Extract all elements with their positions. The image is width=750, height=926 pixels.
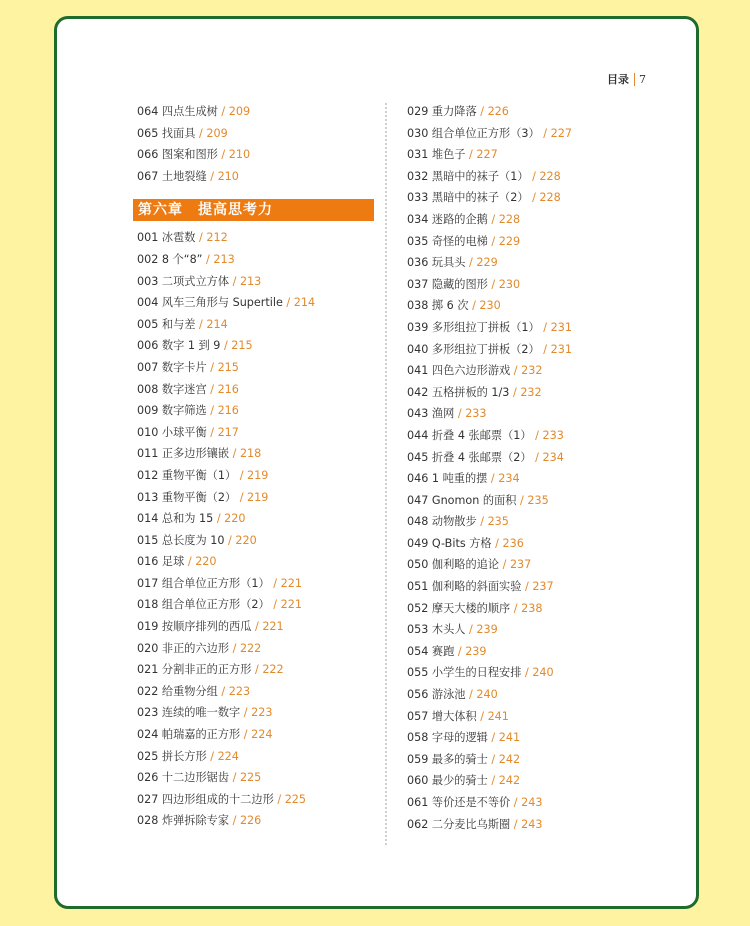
toc-entry-page: 224 <box>217 749 239 763</box>
toc-entry-label: 054 赛跑 <box>407 644 455 658</box>
toc-entry-separator: / <box>217 684 229 698</box>
toc-entry <box>137 789 375 811</box>
toc-entry-label: 034 迷路的企鹅 <box>407 212 488 226</box>
toc-entry-page: 222 <box>262 663 284 677</box>
toc-entry-page: 213 <box>239 274 262 288</box>
toc-entry-separator: / <box>499 558 510 572</box>
toc-entry <box>137 271 375 293</box>
toc-entry-label: 051 伽利略的斜面实验 <box>407 580 522 594</box>
toc-entry <box>407 360 647 382</box>
toc-entry-separator: / <box>487 731 499 745</box>
toc-entry-page: 221 <box>262 620 284 634</box>
toc-entry <box>407 727 647 749</box>
toc-entry-page: 239 <box>476 623 498 637</box>
toc-entry <box>407 447 647 469</box>
toc-entry-page: 228 <box>539 191 561 205</box>
toc-entry-separator: / <box>251 620 263 634</box>
toc-entry-separator: / <box>521 666 533 680</box>
toc-entry-label: 020 非正的六边形 <box>137 641 230 655</box>
toc-column-left <box>137 101 375 832</box>
toc-entry-page: 238 <box>521 601 543 615</box>
toc-entry <box>407 123 647 145</box>
toc-entry-label: 012 重物平衡（1） <box>137 468 237 482</box>
toc-entry <box>137 422 375 444</box>
toc-entry-page: 242 <box>498 752 521 766</box>
toc-entry-separator: / <box>539 126 551 140</box>
book-page <box>54 16 699 909</box>
toc-entry-label: 023 连续的唯一数字 <box>137 706 241 720</box>
toc-entry-separator: / <box>487 752 499 766</box>
toc-entry <box>407 101 647 123</box>
toc-entry-label: 007 数字卡片 <box>137 360 207 374</box>
toc-entry-label: 055 小学生的日程安排 <box>407 666 522 680</box>
toc-entry <box>407 533 647 555</box>
toc-entry <box>137 638 375 660</box>
toc-entry-page: 229 <box>498 234 521 248</box>
toc-entry-label: 059 最多的骑士 <box>407 752 488 766</box>
toc-entry-page: 228 <box>498 212 521 226</box>
toc-entry-label: 052 摩天大楼的顺序 <box>407 601 511 615</box>
toc-entry-separator: / <box>491 536 503 550</box>
toc-entry <box>407 166 647 188</box>
toc-entry <box>407 792 647 814</box>
toc-entry-label: 049 Q-Bits 方格 <box>407 536 492 550</box>
toc-entry-label: 037 隐藏的图形 <box>407 277 488 291</box>
column-divider <box>385 103 387 845</box>
toc-entry <box>137 227 375 249</box>
toc-entry-separator: / <box>217 148 229 162</box>
toc-entry-page: 223 <box>251 706 273 720</box>
toc-entry-separator: / <box>487 472 499 486</box>
toc-entry-page: 232 <box>520 385 542 399</box>
toc-entry-label: 008 数字迷宫 <box>137 382 207 396</box>
toc-entry-separator: / <box>229 274 240 288</box>
toc-entry <box>137 659 375 681</box>
toc-entry-separator: / <box>454 407 466 421</box>
toc-entry-label: 046 1 吨重的摆 <box>407 472 488 486</box>
toc-list-right <box>407 101 647 835</box>
toc-entry <box>407 382 647 404</box>
toc-entry-label: 036 玩具头 <box>407 256 466 270</box>
toc-entry-page: 219 <box>247 468 269 482</box>
toc-entry-page: 229 <box>476 256 498 270</box>
toc-entry-label: 010 小球平衡 <box>137 425 207 439</box>
toc-entry <box>407 403 647 425</box>
toc-entry-page: 209 <box>228 105 251 118</box>
toc-entry-page: 233 <box>542 428 564 442</box>
toc-entry-label: 064 四点生成树 <box>137 105 218 118</box>
toc-entry-page: 227 <box>476 148 498 162</box>
toc-entry-separator: / <box>184 555 196 569</box>
toc-entry-separator: / <box>282 296 294 310</box>
toc-entry-label: 066 图案和图形 <box>137 148 218 162</box>
toc-entry-separator: / <box>195 126 207 140</box>
toc-entry-page: 241 <box>487 709 509 723</box>
toc-entry-page: 234 <box>542 450 564 464</box>
toc-entry-separator: / <box>487 234 499 248</box>
toc-entry <box>407 274 647 296</box>
toc-entry-separator: / <box>195 317 207 331</box>
page-number: 7 <box>639 72 646 86</box>
toc-entry <box>407 252 647 274</box>
toc-entry-separator: / <box>240 728 252 742</box>
toc-entry-label: 047 Gnomon 的面积 <box>407 493 517 507</box>
toc-entry <box>137 400 375 422</box>
toc-entry-page: 231 <box>550 342 572 356</box>
toc-entry-label: 014 总和为 15 <box>137 512 214 526</box>
toc-entry-separator: / <box>476 515 488 529</box>
toc-entry <box>407 554 647 576</box>
toc-entry <box>137 379 375 401</box>
toc-entry-label: 003 二项式立方体 <box>137 274 230 288</box>
toc-entry <box>137 166 375 188</box>
toc-entry-label: 030 组合单位正方形（3） <box>407 126 540 140</box>
toc-entry-label: 035 奇怪的电梯 <box>407 234 488 248</box>
toc-entry-page: 210 <box>228 148 251 162</box>
toc-entry-page: 219 <box>247 490 269 504</box>
toc-entry-page: 209 <box>206 126 228 140</box>
toc-entry <box>137 465 375 487</box>
toc-entry-page: 239 <box>465 644 487 658</box>
toc-entry <box>137 314 375 336</box>
toc-entry-separator: / <box>229 447 240 461</box>
toc-entry-page: 216 <box>217 382 239 396</box>
toc-entry-page: 240 <box>532 666 554 680</box>
toc-entry <box>407 490 647 512</box>
toc-entry-page: 226 <box>487 105 509 118</box>
toc-entry-page: 237 <box>532 580 554 594</box>
toc-entry-page: 243 <box>521 817 543 831</box>
toc-entry <box>407 619 647 641</box>
toc-entry <box>137 724 375 746</box>
header-separator <box>634 73 635 86</box>
toc-entry <box>407 231 647 253</box>
toc-entry-separator: / <box>251 663 263 677</box>
toc-entry <box>137 681 375 703</box>
toc-entry <box>407 770 647 792</box>
toc-entry-label: 045 折叠 4 张邮票（2） <box>407 450 532 464</box>
toc-entry-page: 218 <box>239 447 262 461</box>
toc-entry-page: 226 <box>239 814 262 828</box>
toc-entry-separator: / <box>206 425 218 439</box>
toc-entry-separator: / <box>195 231 207 245</box>
toc-entry-page: 228 <box>539 169 561 183</box>
page-header <box>607 71 646 87</box>
toc-entry-separator: / <box>224 533 236 547</box>
toc-entry-separator: / <box>217 105 229 118</box>
toc-entry-separator: / <box>476 105 488 118</box>
toc-entry-label: 026 十二边形锯齿 <box>137 771 230 785</box>
toc-entry-label: 053 木头人 <box>407 623 466 637</box>
toc-entry-label: 006 数字 1 到 9 <box>137 339 221 353</box>
toc-entry-separator: / <box>206 749 218 763</box>
toc-entry-page: 210 <box>217 169 239 183</box>
toc-entry-label: 025 拼长方形 <box>137 749 207 763</box>
toc-entry-separator: / <box>220 339 232 353</box>
toc-entry <box>407 662 647 684</box>
toc-entry <box>137 767 375 789</box>
toc-entry <box>407 814 647 836</box>
toc-entry <box>407 641 647 663</box>
toc-entry <box>407 706 647 728</box>
toc-entry-label: 062 二分麦比乌斯圈 <box>407 817 511 831</box>
toc-entry <box>407 144 647 166</box>
toc-entry-page: 243 <box>521 796 543 809</box>
toc-entry <box>137 292 375 314</box>
toc-entry <box>407 576 647 598</box>
toc-entry-label: 029 重力降落 <box>407 105 477 118</box>
toc-entry-label: 048 动物散步 <box>407 515 477 529</box>
toc-entry <box>137 335 375 357</box>
toc-entry-separator: / <box>528 191 540 205</box>
toc-entry-label: 015 总长度为 10 <box>137 533 225 547</box>
toc-entry-page: 224 <box>251 728 273 742</box>
toc-entry <box>407 317 647 339</box>
toc-entry-separator: / <box>206 360 218 374</box>
toc-entry-separator: / <box>269 598 281 612</box>
toc-entry <box>137 616 375 638</box>
toc-entry-page: 221 <box>280 576 302 590</box>
toc-entry-page: 220 <box>224 512 246 526</box>
toc-entry-label: 005 和与差 <box>137 317 196 331</box>
toc-entry-separator: / <box>521 580 533 594</box>
toc-entry-label: 057 增大体积 <box>407 709 477 723</box>
toc-entry-separator: / <box>206 382 218 396</box>
toc-entry-label: 001 冰雹数 <box>137 231 196 245</box>
toc-entry <box>137 123 375 145</box>
toc-entry-separator: / <box>206 404 218 418</box>
toc-entry-separator: / <box>229 771 240 785</box>
toc-entry <box>137 573 375 595</box>
toc-entry <box>407 425 647 447</box>
toc-entry <box>407 209 647 231</box>
toc-entry-page: 237 <box>509 558 532 572</box>
toc-entry <box>407 684 647 706</box>
toc-entry-separator: / <box>468 299 480 313</box>
toc-entry-label: 041 四色六边形游戏 <box>407 364 511 378</box>
toc-entry-separator: / <box>454 644 466 658</box>
toc-entry-separator: / <box>213 512 225 526</box>
toc-entry-separator: / <box>510 817 522 831</box>
toc-entry-separator: / <box>202 252 214 266</box>
toc-entry <box>137 443 375 465</box>
toc-entry-label: 011 正多边形镶嵌 <box>137 447 230 461</box>
toc-entry <box>137 810 375 832</box>
toc-entry-label: 032 黑暗中的袜子（1） <box>407 169 529 183</box>
toc-entry-page: 222 <box>239 641 262 655</box>
toc-entry-label: 040 多形组拉丁拼板（2） <box>407 342 540 356</box>
toc-entry-separator: / <box>531 428 543 442</box>
toc-entry-page: 242 <box>498 774 521 788</box>
toc-entry-separator: / <box>229 641 240 655</box>
toc-entry <box>137 530 375 552</box>
toc-entry-page: 220 <box>195 555 217 569</box>
toc-entry <box>407 295 647 317</box>
toc-entry-page: 225 <box>284 792 307 806</box>
toc-entry-label: 021 分割非正的正方形 <box>137 663 252 677</box>
toc-entry-page: 235 <box>527 493 549 507</box>
toc-entry <box>407 468 647 490</box>
toc-entry-separator: / <box>240 706 252 720</box>
toc-entry-page: 212 <box>206 231 228 245</box>
toc-entry <box>407 598 647 620</box>
toc-entry-page: 230 <box>479 299 501 313</box>
toc-entry-label: 019 按顺序排列的西瓜 <box>137 620 252 634</box>
toc-entry-label: 017 组合单位正方形（1） <box>137 576 270 590</box>
toc-entry-label: 024 帕瑞嘉的正方形 <box>137 728 241 742</box>
toc-entry-label: 004 风车三角形与 Supertile <box>137 296 283 310</box>
toc-entry-page: 240 <box>476 688 498 702</box>
toc-entry-page: 233 <box>465 407 487 421</box>
toc-entry-label: 016 足球 <box>137 555 185 569</box>
chapter-heading: 第六章 提高思考力 <box>133 199 374 221</box>
toc-entry-separator: / <box>465 688 477 702</box>
toc-entry <box>137 487 375 509</box>
toc-column-right <box>407 101 647 835</box>
toc-entry <box>137 101 375 123</box>
toc-entry-page: 220 <box>235 533 257 547</box>
toc-entry-separator: / <box>487 212 499 226</box>
toc-entry-page: 227 <box>550 126 572 140</box>
toc-entry <box>407 749 647 771</box>
toc-entry <box>137 249 375 271</box>
page-header-title: 目录 <box>607 73 629 86</box>
toc-entry-label: 022 给重物分组 <box>137 684 218 698</box>
toc-entry-page: 217 <box>217 425 239 439</box>
toc-entry-label: 058 字母的逻辑 <box>407 731 488 745</box>
toc-entry-separator: / <box>206 169 218 183</box>
toc-entry-label: 009 数字筛选 <box>137 404 207 418</box>
toc-entry-label: 002 8 个“8” <box>137 252 203 266</box>
toc-entry-separator: / <box>510 796 522 809</box>
toc-entry-separator: / <box>487 774 499 788</box>
toc-entry-separator: / <box>273 792 285 806</box>
toc-entry-separator: / <box>539 342 551 356</box>
toc-entry-separator: / <box>236 468 248 482</box>
toc-entry-label: 033 黑暗中的袜子（2） <box>407 191 529 205</box>
toc-entry-page: 225 <box>239 771 262 785</box>
toc-entry-page: 234 <box>498 472 520 486</box>
toc-entry <box>137 746 375 768</box>
toc-entry-label: 050 伽利略的追论 <box>407 558 500 572</box>
section-spacer <box>137 187 375 199</box>
toc-entry-separator: / <box>510 364 522 378</box>
toc-entry-page: 232 <box>521 364 543 378</box>
toc-entry-label: 067 土地裂缝 <box>137 169 207 183</box>
toc-entry-page: 236 <box>502 536 524 550</box>
toc-entry-page: 215 <box>231 339 253 353</box>
toc-entry-label: 044 折叠 4 张邮票（1） <box>407 428 532 442</box>
toc-entry-separator: / <box>465 148 477 162</box>
toc-entry <box>407 187 647 209</box>
toc-entry-label: 061 等价还是不等价 <box>407 796 511 809</box>
toc-entry-label: 028 炸弹拆除专家 <box>137 814 230 828</box>
toc-entry <box>407 511 647 533</box>
toc-entry-separator: / <box>236 490 248 504</box>
toc-entry-label: 039 多形组拉丁拼板（1） <box>407 320 540 334</box>
toc-entry-separator: / <box>476 709 488 723</box>
toc-entry-label: 027 四边形组成的十二边形 <box>137 792 274 806</box>
toc-entry-label: 018 组合单位正方形（2） <box>137 598 270 612</box>
toc-entry <box>407 339 647 361</box>
toc-entry-separator: / <box>528 169 540 183</box>
toc-entry-page: 231 <box>550 320 572 334</box>
toc-entry-page: 214 <box>206 317 228 331</box>
toc-entry-label: 042 五格拼板的 1/3 <box>407 385 510 399</box>
toc-entry-separator: / <box>269 576 281 590</box>
toc-entry-separator: / <box>465 256 477 270</box>
toc-entry-label: 013 重物平衡（2） <box>137 490 237 504</box>
toc-entry-label: 060 最少的骑士 <box>407 774 488 788</box>
toc-entry-label: 031 堆色子 <box>407 148 466 162</box>
toc-entry-separator: / <box>487 277 499 291</box>
toc-entry-separator: / <box>510 601 522 615</box>
toc-entry-separator: / <box>509 385 521 399</box>
toc-list-left-bottom <box>137 227 375 832</box>
toc-entry-separator: / <box>465 623 477 637</box>
toc-entry-separator: / <box>531 450 543 464</box>
toc-entry-page: 235 <box>487 515 509 529</box>
toc-entry <box>137 551 375 573</box>
toc-entry-page: 215 <box>217 360 239 374</box>
toc-entry-label: 038 掷 6 次 <box>407 299 469 313</box>
toc-entry-page: 214 <box>293 296 316 310</box>
toc-entry-page: 223 <box>228 684 251 698</box>
toc-entry-label: 065 找面具 <box>137 126 196 140</box>
toc-entry-page: 230 <box>498 277 521 291</box>
toc-entry-page: 216 <box>217 404 239 418</box>
toc-entry-label: 043 渔网 <box>407 407 455 421</box>
toc-entry <box>137 702 375 724</box>
toc-entry-separator: / <box>229 814 240 828</box>
toc-entry-separator: / <box>516 493 528 507</box>
toc-entry <box>137 508 375 530</box>
toc-entry <box>137 357 375 379</box>
toc-entry-page: 213 <box>213 252 235 266</box>
toc-list-left-top <box>137 101 375 187</box>
toc-entry <box>137 144 375 166</box>
toc-entry <box>137 594 375 616</box>
toc-entry-label: 056 游泳池 <box>407 688 466 702</box>
toc-entry-page: 241 <box>498 731 521 745</box>
toc-entry-separator: / <box>539 320 551 334</box>
toc-entry-page: 221 <box>280 598 302 612</box>
